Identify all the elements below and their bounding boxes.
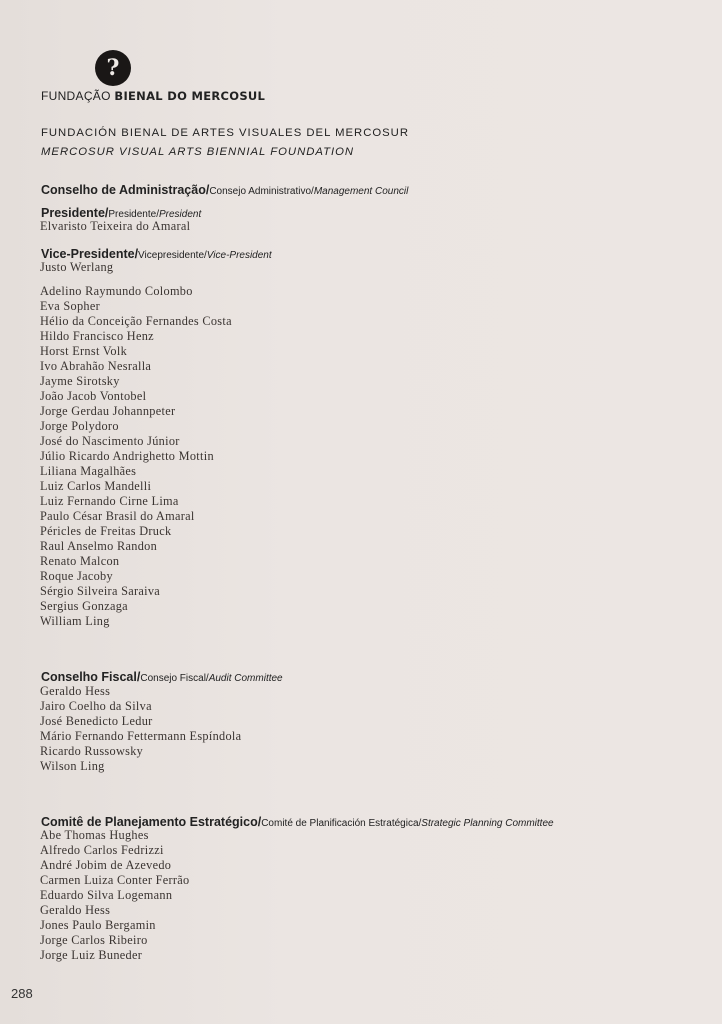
vice-president-name: Justo Werlang: [40, 260, 114, 274]
fiscal-title-pt: Conselho Fiscal/: [41, 670, 141, 684]
list-item: Ivo Abrahão Nesralla: [40, 359, 152, 373]
council-heading: [41, 181, 408, 199]
list-item: Hélio da Conceição Fernandes Costa: [40, 314, 232, 328]
strategic-title-es: Comité de Planificación Estratégica/: [261, 818, 422, 829]
vice-president-title-en: Vice-President: [206, 250, 272, 261]
council-title-en: Management Council: [313, 186, 409, 197]
list-item: Horst Ernst Volk: [40, 344, 128, 358]
brand-name: BIENAL DO MERCOSUL: [114, 89, 266, 103]
list-item: Péricles de Freitas Druck: [40, 524, 172, 538]
list-item: Roque Jacoby: [40, 569, 113, 583]
org-name-spanish: FUNDACIÓN BIENAL DE ARTES VISUALES DEL MERCOSUR: [41, 127, 409, 139]
president-title-en: President: [158, 209, 202, 220]
fiscal-title-es: Consejo Fiscal/: [140, 673, 209, 684]
list-item: Ricardo Russowsky: [40, 744, 144, 758]
list-item: Alfredo Carlos Fedrizzi: [40, 843, 164, 857]
foundation-brand: [41, 89, 265, 103]
list-item: Luiz Carlos Mandelli: [40, 479, 152, 493]
president-list: [40, 219, 190, 234]
list-item: Paulo César Brasil do Amaral: [40, 509, 195, 523]
list-item: Liliana Magalhães: [40, 464, 137, 478]
list-item: Sérgio Silveira Saraiva: [40, 584, 161, 598]
council-title-pt: Conselho de Administração/: [41, 183, 210, 197]
list-item: Adelino Raymundo Colombo: [40, 284, 193, 298]
fiscal-member-list: [40, 684, 241, 774]
strategic-title-pt: Comitê de Planejamento Estratégico/: [41, 815, 262, 829]
list-item: Júlio Ricardo Andrighetto Mottin: [40, 449, 214, 463]
list-item: Eduardo Silva Logemann: [40, 888, 173, 902]
list-item: José do Nascimento Júnior: [40, 434, 180, 448]
list-item: Jorge Polydoro: [40, 419, 119, 433]
list-item: Jones Paulo Bergamin: [40, 918, 156, 932]
list-item: Hildo Francisco Henz: [40, 329, 154, 343]
foundation-logo-icon: ?: [95, 50, 131, 86]
list-item: Abe Thomas Hughes: [40, 828, 149, 842]
list-item: Jorge Gerdau Johannpeter: [40, 404, 176, 418]
list-item: Jorge Luiz Buneder: [40, 948, 143, 962]
list-item: Luiz Fernando Cirne Lima: [40, 494, 179, 508]
list-item: Mário Fernando Fettermann Espíndola: [40, 729, 242, 743]
list-item: Sergius Gonzaga: [40, 599, 128, 613]
page-number: 288: [11, 986, 33, 1001]
vice-president-list: [40, 260, 113, 275]
list-item: José Benedicto Ledur: [40, 714, 153, 728]
list-item: Geraldo Hess: [40, 684, 111, 698]
strategic-title-en: Strategic Planning Committee: [421, 818, 554, 829]
brand-prefix: FUNDAÇÃO: [41, 89, 115, 103]
list-item: Geraldo Hess: [40, 903, 111, 917]
list-item: João Jacob Vontobel: [40, 389, 147, 403]
strategic-member-list: [40, 828, 190, 963]
list-item: André Jobim de Azevedo: [40, 858, 172, 872]
president-title-es: Presidente/: [108, 209, 159, 220]
org-name-english: MERCOSUR VISUAL ARTS BIENNIAL FOUNDATION: [41, 146, 355, 158]
list-item: Jairo Coelho da Silva: [40, 699, 152, 713]
president-name: Elvaristo Teixeira do Amaral: [40, 219, 191, 233]
list-item: Eva Sopher: [40, 299, 101, 313]
list-item: Raul Anselmo Randon: [40, 539, 158, 553]
list-item: Carmen Luiza Conter Ferrão: [40, 873, 190, 887]
fiscal-title-en: Audit Committee: [208, 673, 283, 684]
president-title-pt: Presidente/: [41, 206, 109, 220]
list-item: Jayme Sirotsky: [40, 374, 120, 388]
list-item: William Ling: [40, 614, 110, 628]
council-member-list: [40, 284, 232, 629]
list-item: Jorge Carlos Ribeiro: [40, 933, 148, 947]
council-title-es: Consejo Administrativo/: [209, 186, 314, 197]
list-item: Renato Malcon: [40, 554, 120, 568]
list-item: Wilson Ling: [40, 759, 105, 773]
vice-president-title-pt: Vice-Presidente/: [41, 247, 139, 261]
vice-president-title-es: Vicepresidente/: [138, 250, 207, 261]
